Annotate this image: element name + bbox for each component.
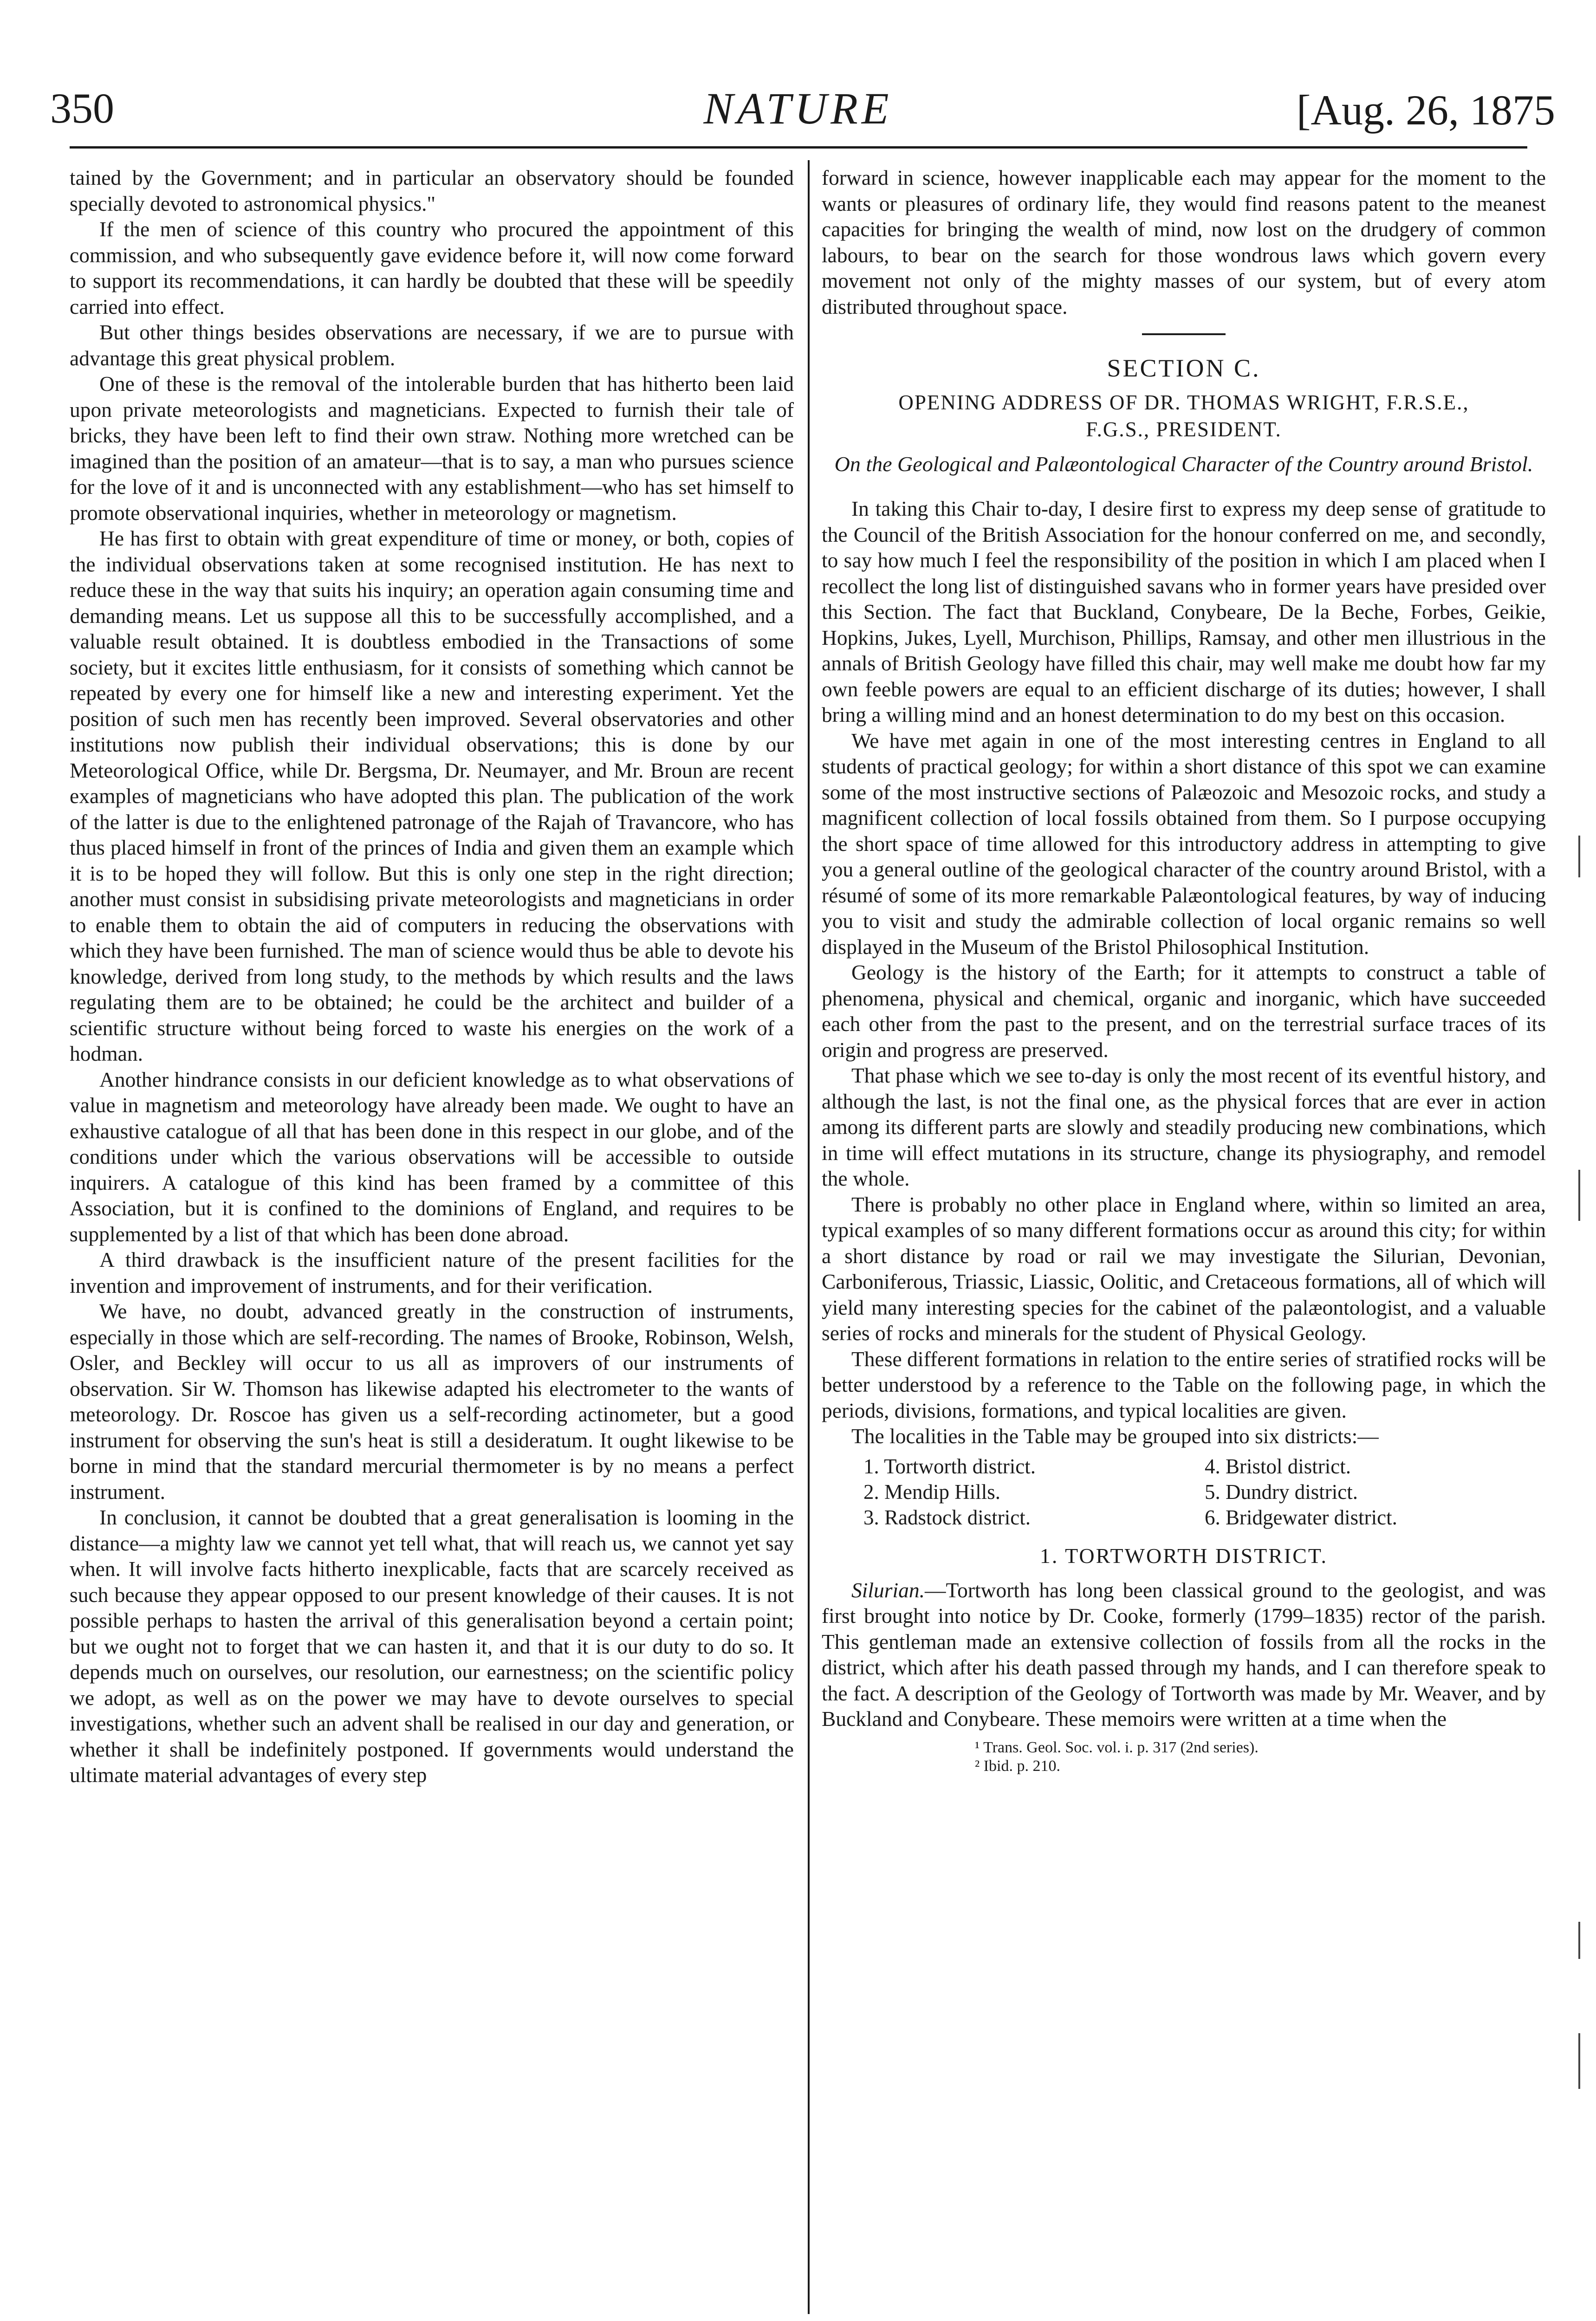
district-heading: 1. TORTWORTH DISTRICT.	[1039, 1543, 1328, 1568]
list-item: 5. Dundry district.	[1205, 1480, 1358, 1504]
list-item: 4. Bristol district.	[1205, 1454, 1351, 1478]
column-divider	[808, 160, 810, 2314]
address-line: OPENING ADDRESS OF DR. THOMAS WRIGHT, F.R.S.E.,	[898, 391, 1469, 414]
paragraph: We have, no doubt, advanced greatly in the construction of instruments, especially in those which are self-recording. The names of Brooke, Robinson, Welsh, Osler, and Beckley will occur to us all as improvers of our instruments of observation. Sir W. Thomson has likewise adapted his electrometer to the wants of meteorology. Dr. Roscoe has given us a self-recording actinometer, but a good instrument for observing the sun's heat is still a desideratum. It ought likewise to be borne in mind that the standard mercurial thermometer is by no means a perfect instrument.	[70, 1299, 794, 1504]
list-item: 2. Mendip Hills.	[863, 1480, 1001, 1504]
journal-title: NATURE	[703, 84, 893, 133]
paragraph: That phase which we see to-day is only the most recent of its eventful history, and although the last, is not the final one, as the physical forces that are ever in action among its different parts are slowly and steadily producing new combinations, which in time will effect mutations in its structure, change its physiography, and remodel the whole.	[822, 1063, 1546, 1190]
issue-date: [Aug. 26, 1875	[1296, 86, 1555, 134]
page-number: 350	[50, 84, 114, 132]
paragraph: He has first to obtain with great expenditure of time or money, or both, copies of the individual observations taken at some recognised institution. He has next to reduce these in the way that suits his inquiry; an operation again consuming time and demanding means. Let us suppose all this to be successfully accomplished, and a valuable result obtained. It is doubtless embodied in the Transactions of some society, but it excites little enthusiasm, for it consists of something which cannot be repeated by every one for himself like a new and interesting experiment. Yet the position of such men has recently been improved. Several observatories and other institutions now publish their individual observations; this is done by our Meteorological Office, while Dr. Bergsma, Dr. Neumayer, and Mr. Broun are recent examples of magneticians who have adopted this plan. The publication of the work of the latter is due to the enlightened patronage of the Rajah of Travancore, who has thus placed himself in front of the princes of India and given them an example which it is to be hoped they will follow. But this is only one step in the right direction; another must consist in subsidising private meteorologists and magneticians in order to enable them to obtain the aid of computers in reducing the observations with which they have been furnished. The man of science would thus be able to devote his knowledge, derived from long study, to the methods by which results and the laws regulating them are to be obtained; he could be the architect and builder of a scientific structure without being forced to waste his energies on the work of a hodman.	[70, 526, 794, 1065]
paragraph: Geology is the history of the Earth; for it attempts to construct a table of phenomena, physical and chemical, organic and inorganic, which have succeeded each other from the past to the present, and on the terrestrial surface traces of its origin and progress are preserved.	[822, 960, 1546, 1062]
scan-margin-mark	[1578, 836, 1580, 877]
paragraph: These different formations in relation to the entire series of stratified rocks will be better understood by a reference to the Table on the following page, in which the periods, divisions, formations, and typical localities are given.	[822, 1347, 1546, 1422]
paragraph: forward in science, however inapplicable each may appear for the moment to the wants or pleasures of ordinary life, they would find reasons patent to the meanest capacities for bringing the wealth of mind, now lost on the drudgery of common labours, to bear on the search for those wondrous laws which govern every movement not only of the mighty masses of our system, but of every atom distributed throughout space.	[822, 166, 1546, 318]
scan-margin-mark	[1578, 2033, 1580, 2089]
section-rule	[1142, 333, 1226, 335]
paragraph: We have met again in one of the most interesting centres in England to all students of practical geology; for within a short distance of this spot we can examine some of the most instructive sections of Palæozoic and Mesozoic rocks, and study a magnificent collection of local fossils obtained from them. So I purpose occupying the short space of time allowed for this introductory address in attempting to give you a general outline of the geological character of the country around Bristol, with a résumé of some of its more remarkable Palæontological features, by way of inducing you to visit and study the admirable collection of local organic remains so well displayed in the Museum of the Bristol Philosophical Institution.	[822, 728, 1546, 959]
list-item: 1. Tortworth district.	[863, 1454, 1036, 1478]
footnote: ¹ Trans. Geol. Soc. vol. i. p. 317 (2nd series).	[975, 1738, 1259, 1756]
footnotes	[822, 1738, 1546, 1776]
paragraph: In taking this Chair to-day, I desire first to express my deep sense of gratitude to the Council of the British Association for the honour conferred on me, and secondly, to say how much I feel the responsibility of the position in which I am placed when I recollect the long list of distinguished savans who in former years have presided over this Section. The fact that Buckland, Conybeare, De la Beche, Forbes, Geikie, Hopkins, Jukes, Lyell, Murchison, Phillips, Ramsay, and other men illustrious in the annals of British Geology have filled this chair, may well make me doubt how far my own feeble powers are equal to an efficient discharge of its duties; however, I shall bring a willing mind and an honest determination to do my best on this occasion.	[822, 497, 1546, 726]
address-line: F.G.S., PRESIDENT.	[1086, 418, 1282, 441]
paragraph: tained by the Government; and in particular an observatory should be founded specially devoted to astronomical physics."	[70, 166, 794, 215]
paragraph: There is probably no other place in England where, within so limited an area, typical examples of so many different formations occur as around this city; for within a short distance by road or rail we may investigate the Silurian, Devonian, Carboniferous, Triassic, Liassic, Oolitic, and Cretaceous formations, all of which will yield many interesting species for the cabinet of the palæontologist, and a valuable series of rocks and minerals for the student of Physical Geology.	[822, 1192, 1546, 1345]
silurian-text: —Tortworth has long been classical ground to the geologist, and was first brought into notice by Dr. Cooke, formerly (1799–1835) rector of the parish. This gentleman made an extensive collection of fossils from all the rocks in the district, which after his death passed through my hands, and I can therefore speak to the fact. A description of the Geology of Tortworth was made by Mr. Weaver, and by Buckland and Conybeare. These memoirs were written at a time when the	[822, 1578, 1546, 1731]
footnote: ² Ibid. p. 210.	[975, 1757, 1060, 1775]
paragraph: But other things besides observations are necessary, if we are to pursue with advantage this great physical problem.	[70, 320, 794, 370]
district-list	[863, 1454, 1546, 1530]
left-column	[70, 165, 794, 1788]
paragraph: One of these is the removal of the intolerable burden that has hitherto been laid upon private meteorologists and magneticians. Expected to furnish their tale of bricks, they have been left to find their own straw. Nothing more wretched can be imagined than the position of an amateur—that is to say, a man who pursues science for the love of it and is unconnected with any establishment—who has set himself to promote observational inquiries, whether in meteorology or magnetism.	[70, 372, 794, 525]
address-heading	[822, 389, 1546, 443]
list-item: 6. Bridgewater district.	[1205, 1505, 1397, 1529]
address-subtitle: On the Geological and Palæontological Character of the Country around Bristol.	[834, 452, 1533, 476]
paragraph: In conclusion, it cannot be doubted that a great generalisation is looming in the distance—a mighty law we cannot yet tell what, that will reach us, we cannot yet say when. It will involve facts hitherto inexplicable, facts that are scarcely received as such because they appear opposed to our present knowledge of their causes. It is not possible perhaps to hasten the arrival of this generalisation beyond a certain point; but we ought not to forget that we can hasten it, and that it is our duty to do so. It depends much on ourselves, our resolution, our earnestness; on the scientific policy we adopt, as well as on the power we may have to devote ourselves to special investigations, whether such an advent shall be realised in our day and generation, or whether it shall be indefinitely postponed. If governments would understand the ultimate material advantages of every step	[70, 1505, 794, 1787]
list-item: 3. Radstock district.	[863, 1505, 1031, 1529]
paragraph: Another hindrance consists in our deficient knowledge as to what observations of value in magnetism and meteorology have already been made. We ought to have an exhaustive catalogue of all that has been done in this respect in our globe, and of the conditions under which the various observations will be accessible to outside inquirers. A catalogue of this kind has been framed by a committee of this Association, but it is confined to the dominions of England, and requires to be supplemented by a list of that which has been done abroad.	[70, 1067, 794, 1246]
right-column	[822, 165, 1546, 1776]
page-header	[0, 79, 1596, 158]
section-title: SECTION C.	[1107, 354, 1261, 382]
scan-margin-mark	[1578, 1170, 1580, 1221]
paragraph: If the men of science of this country who procured the appointment of this commission, and who subsequently gave evidence before it, will now come forward to support its recommendations, it can hardly be doubted that these will be speedily carried into effect.	[70, 217, 794, 318]
silurian-label: Silurian.	[851, 1578, 925, 1602]
paragraph	[822, 1577, 1546, 1732]
header-rule	[70, 146, 1527, 149]
scan-margin-mark	[1578, 1922, 1580, 1959]
paragraph: A third drawback is the insufficient nature of the present facilities for the invention and improvement of instruments, and for their verification.	[70, 1248, 794, 1297]
paragraph: The localities in the Table may be grouped into six districts:—	[851, 1424, 1379, 1448]
